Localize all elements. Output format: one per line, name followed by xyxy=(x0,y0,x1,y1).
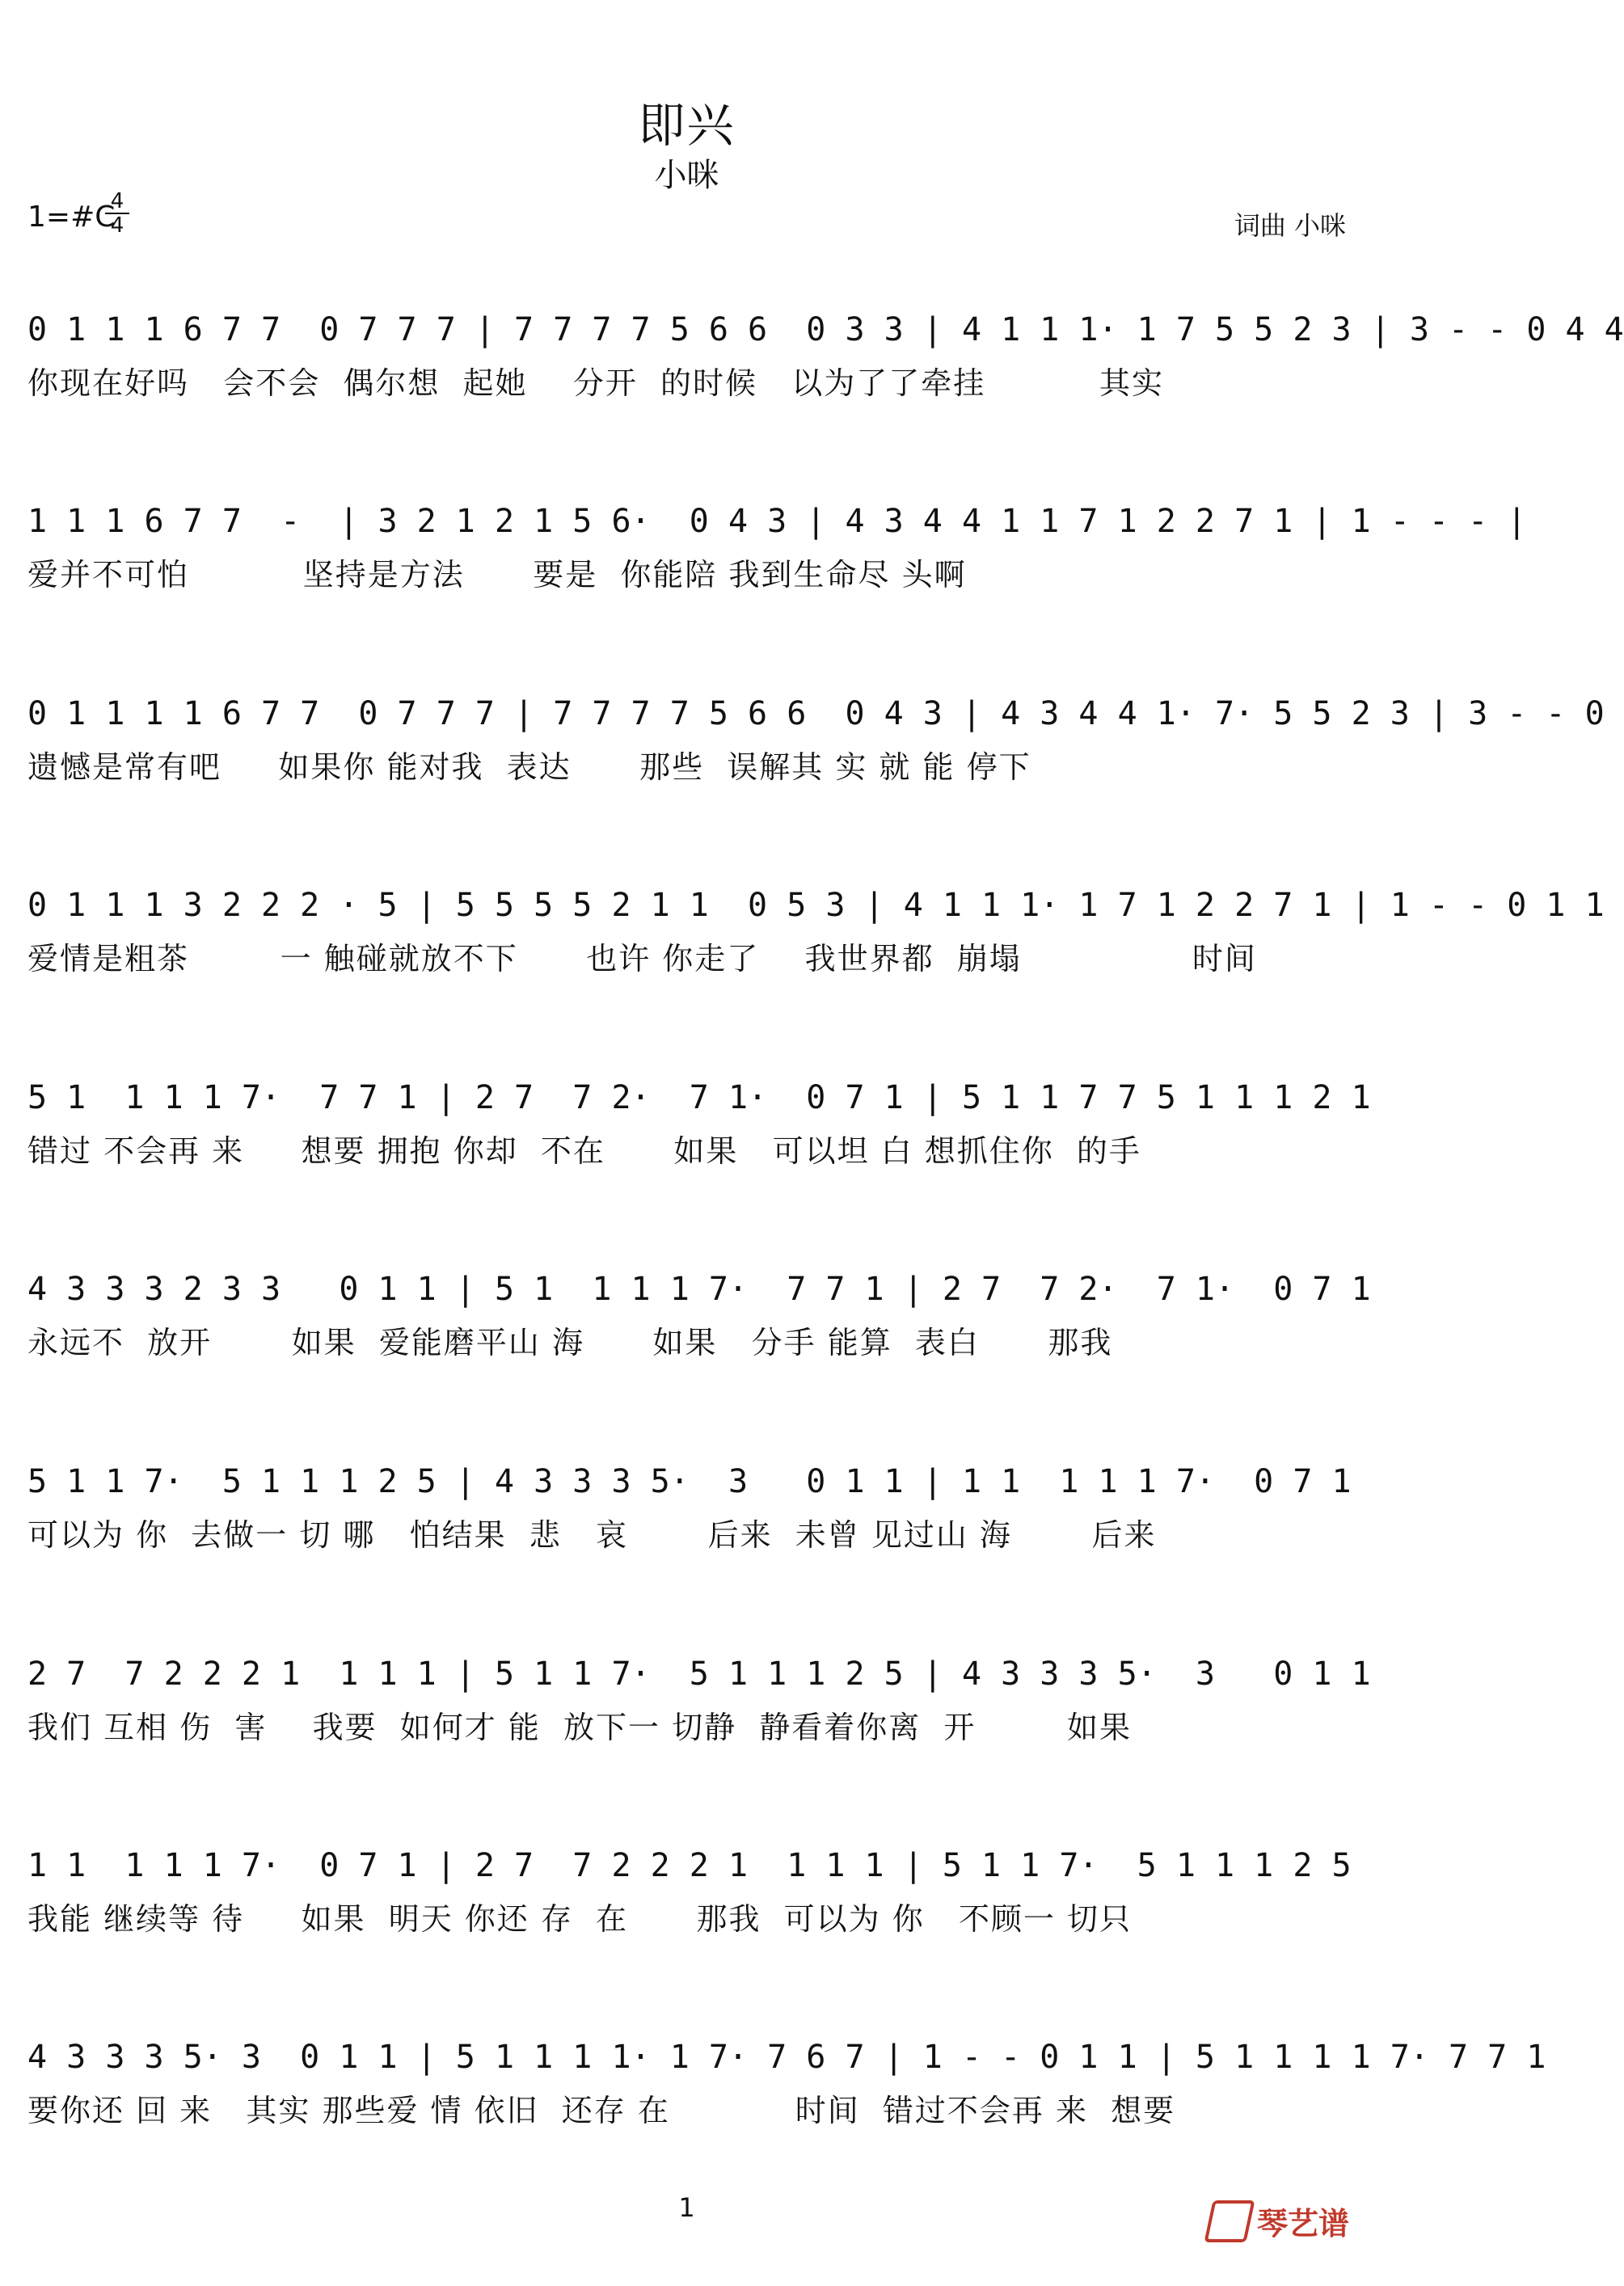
page-number: 1 xyxy=(678,2192,695,2223)
score-system xyxy=(27,503,1527,648)
lyrics-line: 我们 互相 伤 害 我要 如何才 能 放下一 切静 静看着你离 开 如果 xyxy=(27,1710,1133,1745)
score-system xyxy=(27,695,1605,841)
meter-bottom: 4 xyxy=(110,213,124,238)
meter-top: 4 xyxy=(110,189,124,213)
lyrics-line: 要你还 回 来 其实 那些爱 情 依旧 还存 在 时间 错过不会再 来 想要 xyxy=(27,2093,1176,2128)
notation-line: 5 1 1 1 1 7· 7 7 1 | 2 7 7 2· 7 1· 0 7 1 | 5 1 1 7 7 5 1 1 1 2 1 xyxy=(27,1079,1371,1116)
score-system xyxy=(27,1079,1371,1225)
key-signature: 1=#C xyxy=(27,200,116,234)
lyrics-line: 可以为 你 去做一 切 哪 怕结果 悲 哀 后来 未曾 见过山 海 后来 xyxy=(27,1517,1157,1553)
score-system xyxy=(27,1847,1352,1993)
lyrics-line: 爱并不可怕 坚持是方法 要是 你能陪 我到生命尽 头啊 xyxy=(27,557,967,593)
score-system xyxy=(27,311,1624,457)
score-system xyxy=(27,1463,1352,1609)
lyrics-line: 永远不 放开 如果 爱能磨平山 海 如果 分手 能算 表白 那我 xyxy=(27,1325,1113,1360)
notation-line: 0 1 1 1 3 2 2 2 · 5 | 5 5 5 5 2 1 1 0 5 3 | 4 1 1 1· 1 7 1 2 2 7 1 | 1 - - 0 1 1 xyxy=(27,887,1605,924)
score-system xyxy=(27,2039,1546,2184)
lyrics-line: 遗憾是常有吧 如果你 能对我 表达 那些 误解其 实 就 能 停下 xyxy=(27,749,1031,785)
notation-line: 1 1 1 1 1 7· 0 7 1 | 2 7 7 2 2 2 1 1 1 1 | 5 1 1 7· 5 1 1 1 2 5 xyxy=(27,1847,1352,1884)
notation-line: 4 3 3 3 5· 3 0 1 1 | 5 1 1 1 1· 1 7· 7 6 7 | 1 - - 0 1 1 | 5 1 1 1 1 7· 7 7 1 xyxy=(27,2039,1546,2076)
time-signature xyxy=(105,191,129,236)
score-system xyxy=(27,1271,1371,1416)
notation-line: 0 1 1 1 6 7 7 0 7 7 7 | 7 7 7 7 5 6 6 0 3 3 | 4 1 1 1· 1 7 5 5 2 3 | 3 - - 0 4 4 xyxy=(27,311,1624,348)
lyrics-line: 错过 不会再 来 想要 拥抱 你却 不在 如果 可以坦 白 想抓住你 的手 xyxy=(27,1133,1141,1169)
watermark-text: 琴艺谱 xyxy=(1256,2206,1349,2242)
notation-line: 4 3 3 3 2 3 3 0 1 1 | 5 1 1 1 1 7· 7 7 1 | 2 7 7 2· 7 1· 0 7 1 xyxy=(27,1271,1371,1308)
page-title: 即兴 xyxy=(638,98,736,153)
artist-subtitle: 小咪 xyxy=(654,157,719,194)
watermark-logo xyxy=(1209,2199,1349,2243)
lyrics-line: 我能 继续等 待 如果 明天 你还 存 在 那我 可以为 你 不顾一 切只 xyxy=(27,1901,1133,1937)
composer-credit: 词曲 小咪 xyxy=(1234,210,1346,241)
notation-line: 5 1 1 7· 5 1 1 1 2 5 | 4 3 3 3 5· 3 0 1 1 | 1 1 1 1 1 7· 0 7 1 xyxy=(27,1463,1352,1500)
score-system xyxy=(27,1655,1371,1801)
lyrics-line: 爱情是粗茶 一 触碰就放不下 也许 你走了 我世界都 崩塌 时间 xyxy=(27,941,1257,976)
logo-icon xyxy=(1204,2200,1255,2242)
score-system xyxy=(27,887,1605,1032)
notation-line: 2 7 7 2 2 2 1 1 1 1 | 5 1 1 7· 5 1 1 1 2 5 | 4 3 3 3 5· 3 0 1 1 xyxy=(27,1655,1371,1693)
lyrics-line: 你现在好吗 会不会 偶尔想 起她 分开 的时候 以为了了牵挂 其实 xyxy=(27,365,1165,401)
notation-line: 0 1 1 1 1 6 7 7 0 7 7 7 | 7 7 7 7 5 6 6 0 4 3 | 4 3 4 4 1· 7· 5 5 2 3 | 3 - - 0 xyxy=(27,695,1605,732)
notation-line: 1 1 1 6 7 7 - | 3 2 1 2 1 5 6· 0 4 3 | 4 3 4 4 1 1 7 1 2 2 7 1 | 1 - - - | xyxy=(27,503,1527,540)
